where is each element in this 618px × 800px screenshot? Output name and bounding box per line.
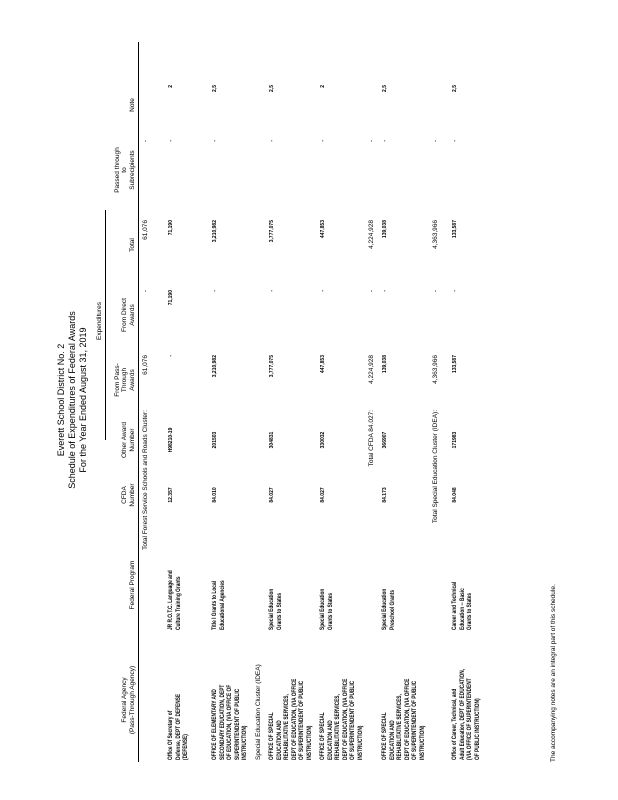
column-header-program: Federal Program: [128, 560, 136, 610]
cell-direct: -: [142, 290, 149, 293]
cell-sub: -: [382, 140, 388, 142]
column-header-agency: Federal Agency (Pass-Through Agency): [121, 665, 136, 735]
cell-total: 71,190: [168, 220, 174, 236]
cell-award: H98210-19: [168, 427, 174, 453]
cell-program: Special Education Grants to States: [320, 588, 335, 630]
footnote: The accompanying notes are an integral part of this schedule.: [550, 584, 557, 762]
cell-total: 61,076: [142, 220, 149, 240]
cell-note: 2,5: [382, 85, 388, 92]
column-header-sub: Passed through to Subrecipients: [113, 147, 136, 193]
cell-agency: Office Of Secretary of Defense, DEPT OF DEFENSE (DEFENSE): [168, 693, 190, 760]
cell-pass: -: [168, 355, 174, 357]
cell-agency: OFFICE OF SPECIAL EDUCATION AND REHABILITATIVE SERVICES, DEPT OF EDUCATION, (VIA OFFICE OF SUPERINTENDENT OF PUBLIC INSTRUCTION): [320, 678, 365, 760]
schedule-period: For the Year Ended August 31, 2019: [78, 327, 88, 473]
cell-direct: -: [320, 290, 326, 292]
cell-note: 2: [168, 85, 174, 88]
cell-direct: -: [432, 290, 439, 293]
cell-direct: -: [382, 290, 388, 292]
column-header-pass: From Pass- Through Awards: [113, 363, 136, 397]
cell-program: Special Education Preschool Grants: [382, 588, 397, 630]
cell-note: 2,5: [269, 85, 275, 92]
cell-agency: OFFICE OF ELEMENTARY AND SECONDARY EDUCATION, DEPT OF EDUCATION, (VIA OFFICE OF SUPERINTENDENT OF PUBLIC INSTRUCTION): [212, 684, 249, 760]
column-header-cfda: CFDA Number: [121, 483, 136, 507]
cell-cfda: 84.027: [320, 487, 326, 503]
cell-agency: OFFICE OF SPECIAL EDUCATION AND REHABILITATIVE SERVICES, DEPT OF EDUCATION, (VIA OFFICE OF SUPERINTENDENT OF PUBLIC INSTRUCTION): [382, 678, 427, 760]
district-name: Everett School District No. 2: [56, 343, 66, 457]
cell-total: 3,777,075: [269, 220, 275, 243]
column-header-award: Other Award Number: [121, 422, 136, 459]
cell-pass: 139,038: [382, 355, 388, 374]
cell-award: 366907: [382, 431, 388, 449]
cell-award: 330032: [320, 431, 326, 449]
cell-cfda: 84.173: [382, 487, 388, 503]
cell-note: 2,5: [212, 85, 218, 92]
schedule-title: Schedule of Expenditures of Federal Awards: [67, 311, 77, 489]
cell-pass: 4,224,928: [368, 355, 375, 384]
column-header-direct: From Direct Awards: [121, 298, 136, 332]
cell-cfda: 12.357: [168, 487, 174, 503]
cell-sub: -: [142, 140, 149, 143]
header-rule: [138, 42, 139, 762]
cell-program: Total Forest Service Schools and Roads Cluster:: [142, 410, 149, 550]
cell-total: 133,587: [452, 220, 458, 239]
rotated-schedule-sheet: [50, 30, 570, 770]
cell-pass: 61,076: [142, 355, 149, 375]
cell-pass: 3,210,982: [212, 355, 218, 378]
cell-total: 4,363,966: [432, 220, 439, 249]
expenditures-label: Expenditures: [96, 302, 103, 340]
cell-pass: 3,777,075: [269, 355, 275, 378]
cell-sub: -: [212, 140, 218, 142]
cell-direct: -: [452, 290, 458, 292]
cell-program: Total Special Education Cluster (IDEA):: [432, 410, 439, 524]
cell-agency: Special Education Cluster (IDEA): [255, 664, 262, 760]
cell-award: 201503: [212, 431, 218, 449]
cell-agency: OFFICE OF SPECIAL EDUCATION AND REHABILITATIVE SERVICES, DEPT OF EDUCATION, (VIA OFFICE OF SUPERINTENDENT OF PUBLIC INSTRUCTION): [269, 678, 314, 760]
cell-total: 3,210,982: [212, 220, 218, 243]
cell-pass: 4,363,966: [432, 355, 439, 384]
cell-sub: -: [168, 140, 174, 142]
cell-sub: -: [269, 140, 275, 142]
cell-program: Special Education Grants to States: [269, 588, 284, 630]
cell-total: 139,038: [382, 220, 388, 239]
expenditures-rule: [105, 210, 106, 440]
cell-award: 171983: [452, 431, 458, 449]
cell-cfda: 84.027: [269, 487, 275, 503]
cell-note: 2: [320, 85, 326, 88]
cell-agency: Office of Career, Technical, and Adult Education, DEPT OF EDUCATION, (VIA OFFICE OF SUPERINTENDENT OF PUBLIC INSTRUCTION): [452, 668, 482, 760]
cell-total: 4,224,928: [368, 220, 375, 249]
cell-program: Title I Grants to Local Educational Agencies: [212, 580, 227, 630]
cell-direct: 71,190: [168, 290, 174, 306]
cell-total: 447,853: [320, 220, 326, 239]
cell-program: JR R.O.T.C. Language and Culture Training Grants: [168, 570, 183, 630]
cell-program: Total CFDA 84.027:: [368, 410, 375, 467]
cell-sub: -: [320, 140, 326, 142]
cell-pass: 133,587: [452, 355, 458, 374]
cell-direct: -: [269, 290, 275, 292]
cell-sub: -: [368, 140, 375, 143]
cell-note: 2,5: [452, 85, 458, 92]
cell-cfda: 84.010: [212, 487, 218, 503]
cell-program: Career and Technical Education -- Basic Grants to States: [452, 581, 474, 630]
cell-sub: -: [432, 140, 439, 143]
cell-sub: -: [452, 140, 458, 142]
cell-direct: -: [212, 290, 218, 292]
cell-award: 304831: [269, 431, 275, 449]
column-header-note: Note: [128, 98, 136, 112]
column-header-total: Total: [128, 238, 136, 252]
cell-direct: -: [368, 290, 375, 293]
cell-pass: 447,853: [320, 355, 326, 374]
cell-cfda: 84.048: [452, 487, 458, 503]
